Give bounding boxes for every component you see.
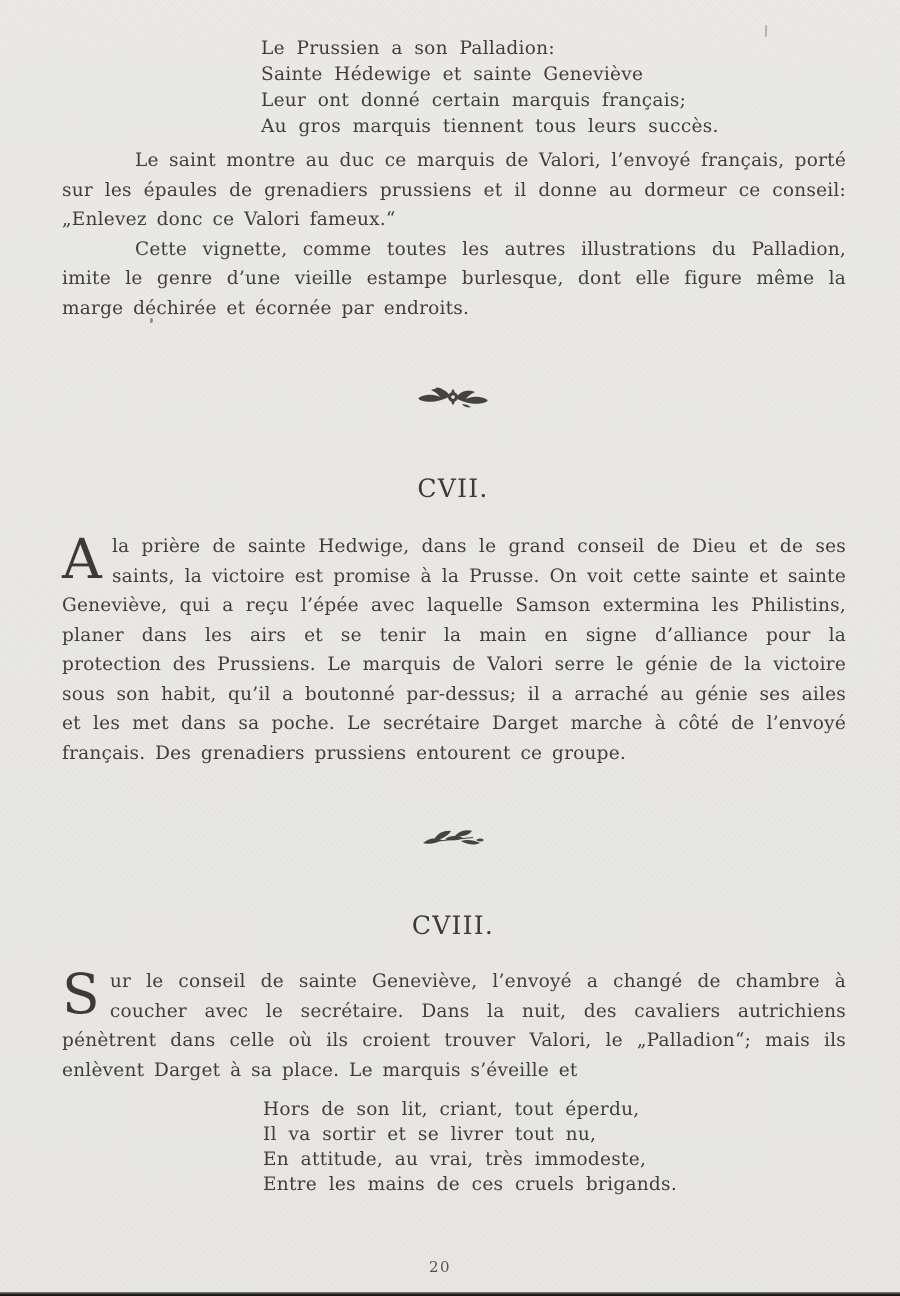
dropcap-initial: S (62, 962, 100, 1026)
section-cvii-paragraph (62, 527, 846, 768)
paragraph-vignette: Cette vignette, comme toutes les autres illustrations du Palladion, imite le genre d’une vieille estampe burlesque, dont elle figure même la marge déchirée et écornée par endroits. (62, 238, 846, 319)
section-cviii-text: ur le conseil de sainte Geneviève, l’envoyé a changé de chambre à coucher avec le secrétaire. Dans la nuit, des cavaliers autrichiens pénètrent dans celle où ils croient trouver Valori, le „Palladion“; mais ils enlèvent Darget à sa place. Le marquis s’éveille et (62, 971, 846, 1081)
scan-bottom-edge (0, 1292, 900, 1296)
dropcap-initial: A (62, 527, 102, 591)
section-cviii-paragraph (62, 962, 846, 1085)
verse-line: En attitude, au vrai, très immodeste, (263, 1149, 647, 1170)
leaf-sprig-fleuron-icon (421, 828, 485, 852)
page-number: 20 (428, 1258, 452, 1276)
scan-artifact-mark (765, 25, 767, 37)
verse-line: Le Prussien a son Palladion: (261, 38, 555, 59)
section-cvii-text: la prière de sainte Hedwige, dans le grand conseil de Dieu et de ses saints, la victoire est promise à la Prusse. On voit cette sainte et sainte Geneviève, qui a reçu l’épée avec laquelle Samson extermina les Philistins, planer dans les airs et se tenir la main en signe d’alliance pour la protection des Prussiens. Le marquis de Valori serre le génie de la victoire sous son habit, qu’il a boutonné par-dessus; il a arraché au génie ses ailes et les met dans sa poche. Le secrétaire Darget marche à côté de l’envoyé français. Des grenadiers prussiens entourent ce groupe. (62, 536, 846, 764)
verse-bottom (263, 1097, 677, 1197)
intro-paragraphs (62, 146, 846, 323)
ornament-row (0, 828, 900, 856)
verse-line: Il va sortir et se livrer tout nu, (263, 1124, 597, 1145)
verse-line: Hors de son lit, criant, tout éperdu, (263, 1099, 640, 1120)
paragraph-with-dropcap (62, 962, 846, 1085)
verse-top (261, 36, 719, 140)
verse-line: Sainte Hédewige et sainte Geneviève (261, 64, 644, 85)
scan-speck (150, 318, 153, 323)
verse-line: Entre les mains de ces cruels brigands. (263, 1174, 677, 1195)
paragraph-valori: Le saint montre au duc ce marquis de Valori, l’envoyé français, porté sur les épaules de grenadiers prussiens et il donne au dormeur ce conseil: „Enlevez donc ce Valori fameux.“ (62, 150, 846, 230)
section-heading-cvii: CVII. (417, 474, 489, 503)
ornament-row (0, 386, 900, 414)
section-heading-cviii: CVIII. (411, 911, 495, 940)
floral-scroll-fleuron-icon (417, 386, 489, 410)
verse-line: Au gros marquis tiennent tous leurs succès. (261, 116, 719, 137)
verse-line: Leur ont donné certain marquis français; (261, 90, 687, 111)
paragraph-with-dropcap (62, 527, 846, 768)
